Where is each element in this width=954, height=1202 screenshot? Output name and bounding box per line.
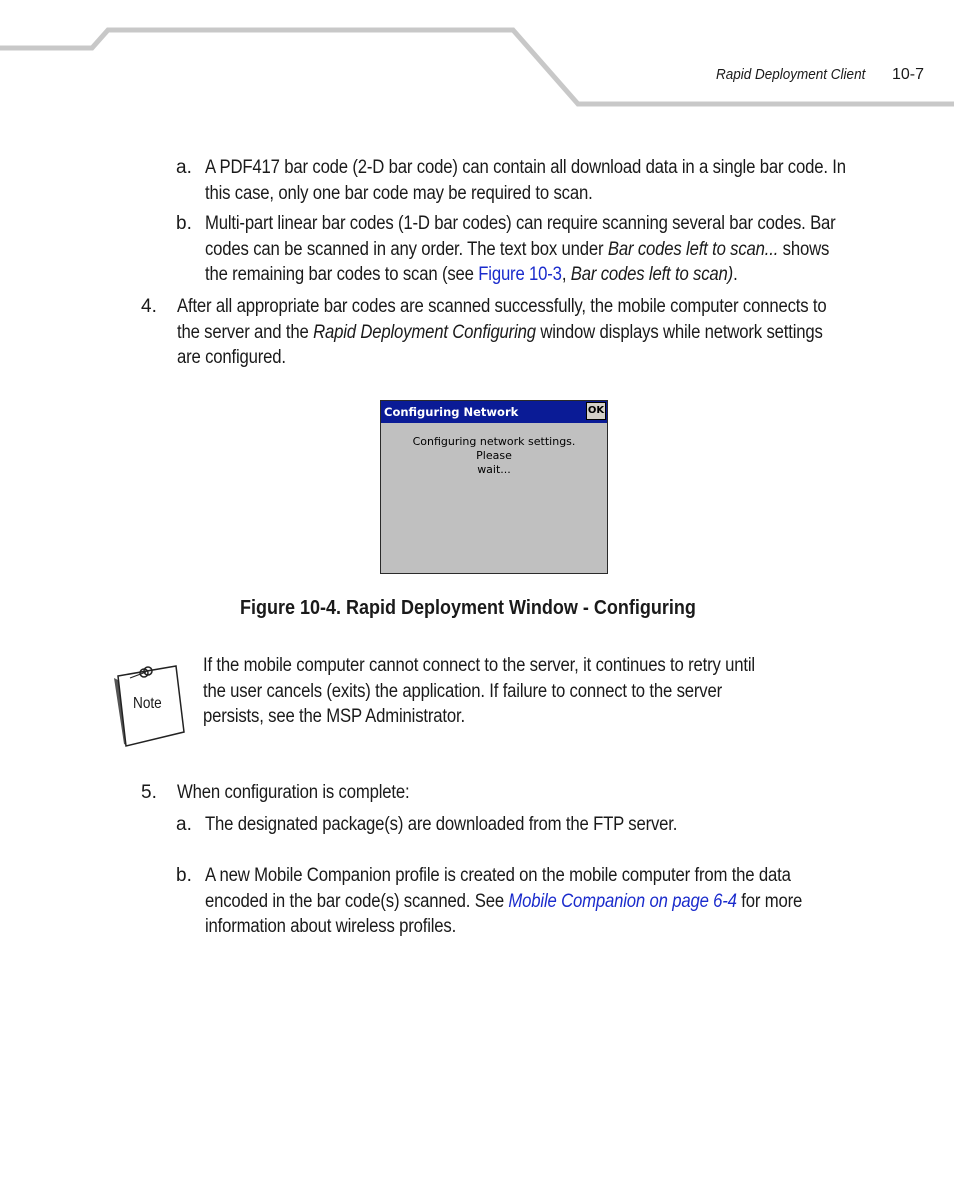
text-line: Multi-part linear bar codes (1-D bar codes) can require scanning several bar codes. Bar [205,213,836,234]
text-line [205,889,802,915]
list-marker: a. [176,157,192,178]
text-line [205,262,836,288]
note-text [203,653,755,730]
text-line: are configured. [177,347,286,368]
text-span: . [733,264,738,285]
mobile-companion-link[interactable]: Mobile Companion on page 6-4 [508,890,737,912]
paragraph-4 [177,294,826,371]
paragraph-3a [205,155,846,206]
paragraph-5: When configuration is complete: [177,782,410,803]
text-line [177,320,826,346]
text-line: A PDF417 bar code (2-D bar code) can contain all download data in a single bar code. In [205,157,846,178]
list-marker: a. [176,814,192,835]
text-line: persists, see the MSP Administrator. [203,706,465,727]
italic-span: Bar codes left to scan) [570,264,734,285]
paragraph-3b [205,211,836,288]
italic-span: Bar codes left to scan... [607,238,779,260]
configuring-network-window [380,400,608,574]
list-marker: b. [176,213,192,234]
text-span: shows [778,238,830,260]
text-span: the remaining bar codes to scan (see [205,264,479,285]
list-marker: b. [176,865,192,886]
list-marker: 5. [141,782,157,803]
text-span: codes can be scanned in any order. The text box under [205,238,608,260]
text-span: , [561,264,571,285]
header-frame-line [0,0,954,110]
ok-button[interactable]: OK [586,402,606,420]
text-span: for more [736,890,803,912]
text-span: encoded in the bar code(s) scanned. See [205,890,509,912]
message-line: wait... [477,463,511,476]
text-line [205,237,836,263]
list-marker: 4. [141,296,157,317]
window-titlebar [381,401,607,423]
figure-caption: Figure 10-4. Rapid Deployment Window - Configuring [240,597,696,619]
message-line: Configuring network settings. Please [412,435,576,462]
text-line: the user cancels (exits) the application. If failure to connect to the server [203,680,722,702]
paragraph-5a: The designated package(s) are downloaded from the FTP server. [205,814,678,835]
text-line: If the mobile computer cannot connect to the server, it continues to retry until [203,655,755,676]
text-line: this case, only one bar code may be required to scan. [205,182,593,204]
note-label: Note [133,695,162,712]
italic-span: Rapid Deployment Configuring [313,321,536,343]
text-span: the server and the [177,321,314,343]
paragraph-5b [205,863,802,940]
figure-10-3-link[interactable]: Figure 10-3 [478,264,562,285]
page-number: 10-7 [892,66,925,83]
text-line: After all appropriate bar codes are scanned successfully, the mobile computer connects to [177,296,827,317]
text-line: A new Mobile Companion profile is created on the mobile computer from the data [205,865,791,886]
window-title: Configuring Network [384,405,519,419]
running-head: Rapid Deployment Client [716,66,866,83]
window-message [381,423,607,477]
text-span: window displays while network settings [535,321,823,343]
text-line: information about wireless profiles. [205,916,457,937]
